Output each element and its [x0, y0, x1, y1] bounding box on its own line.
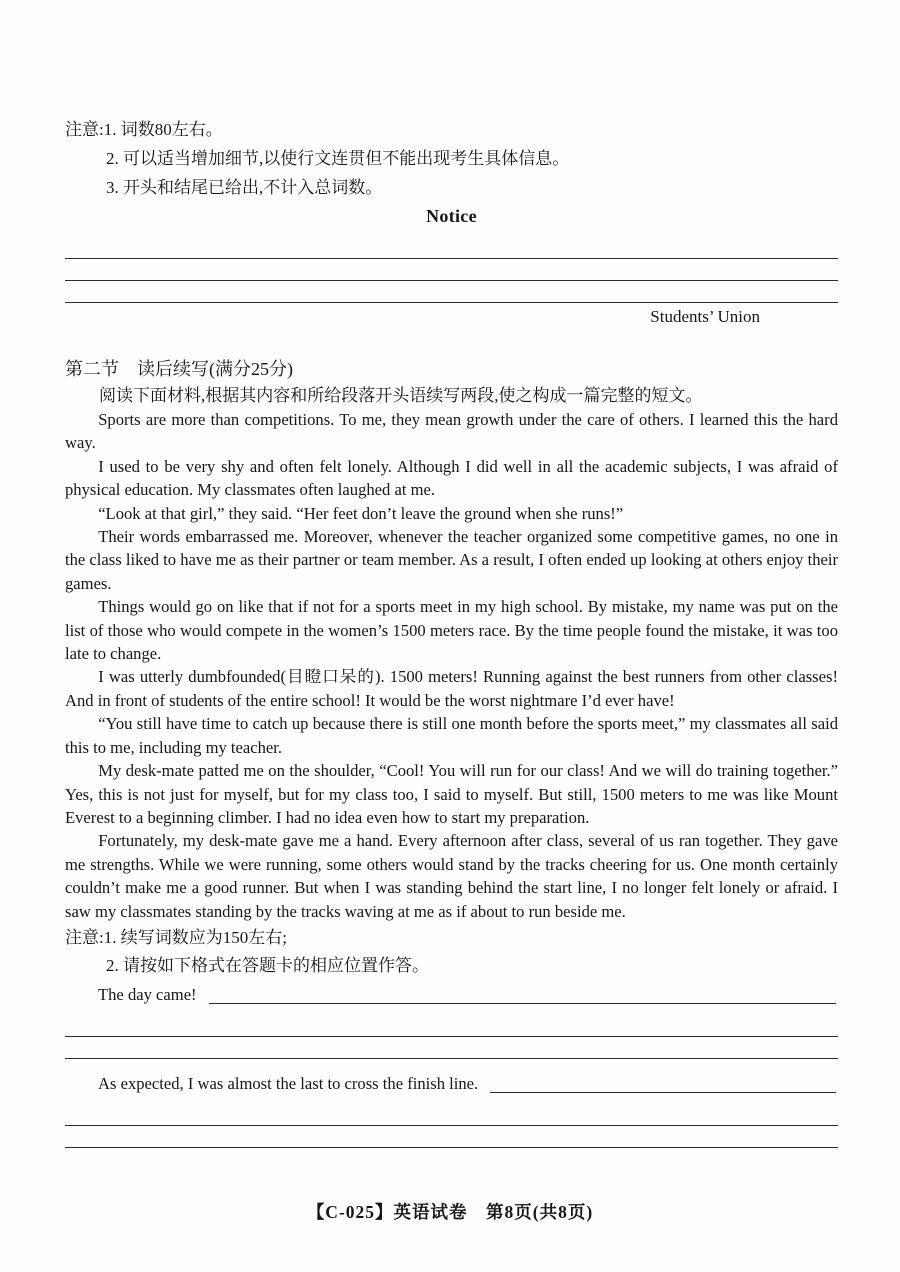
note-line: 3. 开头和结尾已给出,不计入总词数。 [106, 178, 383, 197]
prompt-opening-row [65, 983, 838, 1006]
story-paragraph: I used to be very shy and often felt lonely. Although I did well in all the academic subjects, I was afraid of physical education. My classmates often laughed at me. [65, 456, 838, 500]
prompt-closing-row [65, 1072, 838, 1095]
signature: Students’ Union [650, 307, 760, 326]
answer-line [65, 1037, 838, 1059]
section-instruction: 阅读下面材料,根据其内容和所给段落开头语续写两段,使之构成一篇完整的短文。 [99, 386, 703, 405]
prompt-closing-text: As expected, I was almost the last to cross the finish line. [98, 1073, 479, 1093]
answer-line [65, 1104, 838, 1126]
note-line: 2. 可以适当增加细节,以使行文连贯但不能出现考生具体信息。 [106, 149, 570, 168]
notice-title: Notice [426, 206, 477, 226]
answer-line [209, 983, 836, 1004]
answer-line [65, 1126, 838, 1148]
story-paragraph: Their words embarrassed me. Moreover, whenever the teacher organized some competitive games, no one in the class liked to have me as their partner or team member. As a result, I often ended up looking at others enjoy their games. [65, 527, 838, 593]
story-paragraph: My desk-mate patted me on the shoulder, “Cool! You will run for our class! And we will do training together.” Yes, this is not just for myself, but for my class too, I said to myself. But still, 1500 meters to me was like Mount Everest to a beginning climber. I had no idea even how to start my preparation. [65, 761, 838, 827]
section-heading: 第二节 读后续写(满分25分) [65, 359, 293, 379]
story-paragraph: I was utterly dumbfounded(目瞪口呆的). 1500 meters! Running against the best runners from other classes! And in front of students of the entire school! It would be the worst nightmare I’d ever have! [65, 667, 838, 710]
story-text [65, 408, 838, 923]
story-paragraph: Fortunately, my desk-mate gave me a hand. Every afternoon after class, several of us ran together. They gave me strengths. While we were running, some others would stand by the tracks cheering for us. One month certainly couldn’t make me a good runner. But when I was standing behind the start line, I no longer felt lonely or afraid. I saw my classmates standing by the tracks waving at me as if about to run beside me. [65, 831, 838, 921]
note-line: 2. 请按如下格式在答题卡的相应位置作答。 [106, 955, 429, 975]
answer-line [65, 1015, 838, 1037]
story-paragraph: Things would go on like that if not for a sports meet in my high school. By mistake, my name was put on the list of those who would compete in the women’s 1500 meters race. By the time people found the mistake, it was too late to change. [65, 597, 838, 664]
bottom-notes [65, 924, 838, 980]
note-line: 注意:1. 续写词数应为150左右; [65, 927, 287, 947]
top-notes [65, 115, 838, 202]
prompt-opening-text: The day came! [98, 984, 197, 1004]
notice-answer-lines [65, 237, 838, 303]
answer-line [65, 281, 838, 303]
closing-answer-lines [65, 1104, 838, 1148]
page-footer: 【C-025】英语试卷 第8页(共8页) [306, 1202, 594, 1222]
note-line: 注意:1. 词数80左右。 [65, 120, 223, 139]
answer-line [65, 237, 838, 259]
answer-line [65, 259, 838, 281]
story-paragraph: Sports are more than competitions. To me, they mean growth under the care of others. I learned this the hard way. [65, 410, 838, 453]
opening-answer-lines [65, 1015, 838, 1059]
story-paragraph: “You still have time to catch up because there is still one month before the sports meet,” my classmates all said this to me, including my teacher. [65, 714, 838, 757]
story-paragraph: “Look at that girl,” they said. “Her feet don’t leave the ground when she runs!” [98, 503, 624, 523]
answer-line [490, 1072, 836, 1093]
